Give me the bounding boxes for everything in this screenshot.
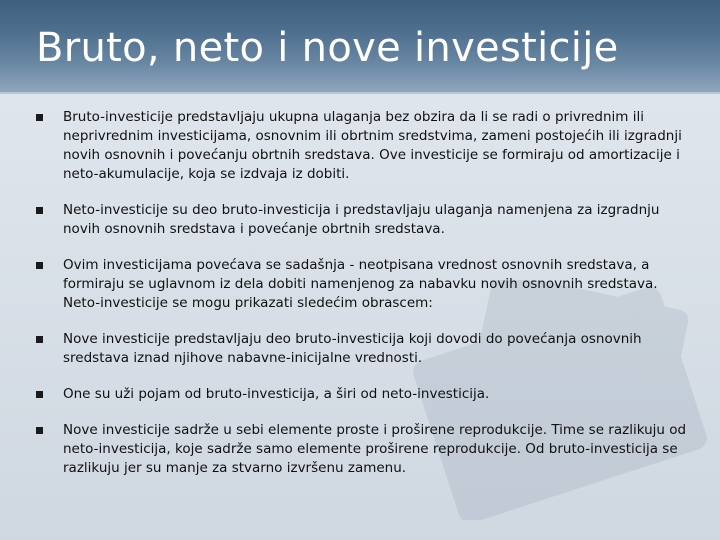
bullet-text: Nove investicije sadrže u sebi elemente proste i proširene reprodukcije. Time se razlikuju od neto-investicija, koje sadrže samo elemente proširene reprodukcije. Od bruto-investicija se razlikuju jer su manje za stvarno izvršenu zamenu. <box>63 422 687 476</box>
bullet-item <box>36 330 692 368</box>
bullet-text: Neto-investicije su deo bruto-investicija i predstavljaju ulaganja namenjena za izgradnju novih osnovnih sredstava i povećanje obrtnih sredstava. <box>63 202 660 237</box>
bullet-text: Bruto-investicije predstavljaju ukupna ulaganja bez obzira da li se radi o privrednim ili neprivrednim investicijama, osnovnim ili obrtnim sredstvima, zameni postojećih ili izgradnji novih osnovnih i povećanju obrtnih sredstava. Ove investicije se formiraju od amortizacije i neto-akumulacije, koja se izdvaja iz dobiti. <box>63 109 682 182</box>
square-bullet-icon <box>36 336 43 343</box>
bullet-text: Nove investicije predstavljaju deo bruto-investicija koji dovodi do povećanja osnovnih sredstava iznad njihove nabavne-inicijalne vrednosti. <box>63 331 642 366</box>
square-bullet-icon <box>36 207 43 214</box>
square-bullet-icon <box>36 391 43 398</box>
bullet-list <box>36 108 692 495</box>
bullet-item <box>36 385 692 404</box>
title-bar <box>0 0 720 94</box>
bullet-text: One su uži pojam od bruto-investicija, a širi od neto-investicija. <box>63 386 490 402</box>
slide-title: Bruto, neto i nove investicije <box>36 25 619 71</box>
bullet-item <box>36 201 692 239</box>
bullet-item <box>36 421 692 478</box>
bullet-text: Ovim investicijama povećava se sadašnja - neotpisana vrednost osnovnih sredstava, a formiraju se uglavnom iz dela dobiti namenjenog za nabavku novih osnovnih sredstava. Neto-investicije se mogu prikazati sledećim obrascem: <box>63 257 658 311</box>
square-bullet-icon <box>36 114 43 121</box>
square-bullet-icon <box>36 262 43 269</box>
square-bullet-icon <box>36 427 43 434</box>
bullet-item <box>36 108 692 184</box>
bullet-item <box>36 256 692 313</box>
